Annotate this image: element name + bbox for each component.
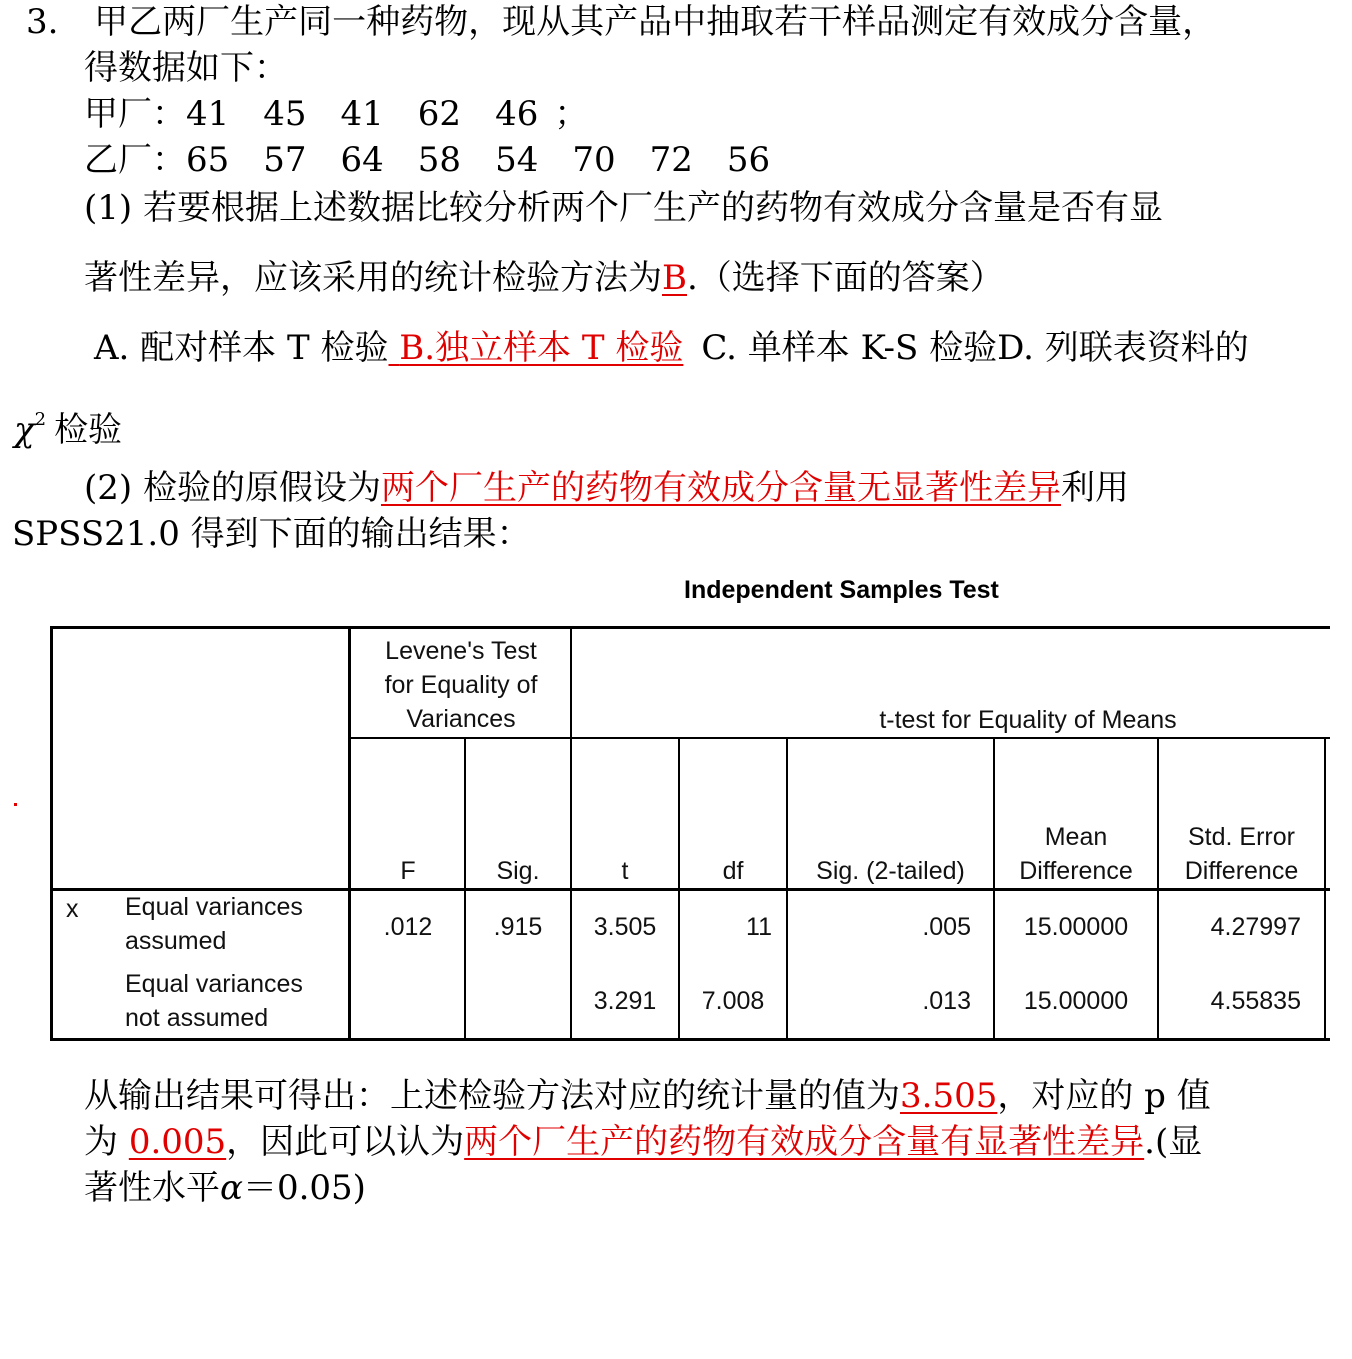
- variable-label: x: [66, 895, 79, 923]
- option-c: C. 单样本 K-S 检验: [701, 328, 998, 368]
- factory-a-value: 41: [340, 94, 384, 134]
- option-b: B.独立样本 T 检验: [399, 328, 684, 368]
- factory-b-label: 乙厂：: [84, 140, 186, 180]
- table-cell: 3.291: [593, 987, 657, 1015]
- factory-b-value: 56: [726, 140, 771, 180]
- conclusion-l2-mid: ，因此可以认为: [226, 1122, 465, 1162]
- question-number: 3.: [26, 2, 59, 42]
- part1-options: [94, 326, 1249, 370]
- conclusion-l2-post: .(显: [1144, 1122, 1203, 1162]
- row-label-not-assumed: Equal variances not assumed: [125, 970, 303, 1032]
- table-cell: 15.00000: [1023, 913, 1129, 941]
- col-mean-diff: Mean Difference: [1019, 823, 1133, 885]
- row-label-assumed: Equal variances assumed: [125, 893, 303, 955]
- part1-answer: B: [662, 258, 687, 298]
- question-stem-line2: 得数据如下：: [84, 48, 288, 88]
- part2-pre: (2) 检验的原假设为: [84, 468, 381, 508]
- table-cell: 7.008: [701, 987, 765, 1015]
- factory-a-value: 62: [417, 94, 462, 134]
- option-d-tail: [14, 398, 122, 452]
- table-cell: 4.27997: [1210, 913, 1301, 941]
- conclusion-line2: [84, 1120, 1202, 1164]
- conclusion-l3-pre: 著性水平: [84, 1168, 220, 1208]
- table-cell: 11: [746, 913, 772, 941]
- table-title: Independent Samples Test: [684, 576, 999, 604]
- factory-b-data: [84, 138, 770, 182]
- conclusion-result: 两个厂生产的药物有效成分含量有显著性差异: [464, 1122, 1145, 1162]
- option-d: D. 列联表资料的: [997, 328, 1249, 368]
- part1-line2: [84, 256, 1004, 300]
- chi-superscript: 2: [34, 409, 47, 430]
- table-cell: 4.55835: [1210, 987, 1301, 1015]
- part2-line1: [84, 466, 1129, 510]
- conclusion-line1: [84, 1074, 1211, 1118]
- col-t: t: [621, 857, 629, 885]
- part1-line1: (1) 若要根据上述数据比较分析两个厂生产的药物有效成分含量是否有显: [84, 188, 1163, 228]
- ttest-header: t-test for Equality of Means: [879, 706, 1177, 734]
- factory-b-value: 64: [340, 140, 384, 180]
- table-cell: 3.505: [593, 913, 657, 941]
- table-cell: .013: [922, 987, 971, 1015]
- factory-a-value: 41: [186, 94, 230, 134]
- factory-b-value: 54: [495, 140, 539, 180]
- part1-line2-pre: 著性差异，应该采用的统计检验方法为: [84, 258, 662, 298]
- independent-samples-table: [50, 626, 1330, 1042]
- col-se-diff: Std. Error Difference: [1184, 823, 1299, 885]
- option-d-tail-text: 检验: [54, 410, 123, 450]
- part2-post: 利用: [1060, 468, 1129, 508]
- factory-a-label: 甲厂：: [84, 94, 186, 134]
- option-a: A. 配对样本 T 检验: [94, 328, 389, 368]
- factory-a-data: [84, 92, 588, 136]
- conclusion-l2-pre: 为: [84, 1122, 129, 1162]
- factory-b-value: 57: [263, 140, 307, 180]
- question-stem-line1: 甲乙两厂生产同一种药物，现从其产品中抽取若干样品测定有效成分含量，: [94, 2, 1217, 42]
- factory-b-value: 70: [572, 140, 616, 180]
- conclusion-l1-pre: 从输出结果可得出：上述检验方法对应的统计量的值为: [84, 1076, 900, 1116]
- table-cell: 15.00000: [1023, 987, 1129, 1015]
- part1-line2-post: .（选择下面的答案）: [687, 258, 1004, 298]
- col-df: df: [722, 857, 744, 885]
- table-cell: .915: [493, 913, 543, 941]
- p-value: 0.005: [128, 1122, 227, 1162]
- conclusion-l1-post: ，对应的 p 值: [997, 1076, 1211, 1116]
- chi-symbol: χ: [14, 410, 35, 450]
- alpha-symbol: α: [220, 1168, 243, 1208]
- null-hypothesis: 两个厂生产的药物有效成分含量无显著性差异: [380, 468, 1061, 508]
- question-number-line: [26, 0, 1216, 44]
- factory-a-end: ；: [554, 94, 589, 134]
- conclusion-line3: [84, 1166, 366, 1210]
- levene-header: Levene's Test for Equality of Variances: [384, 637, 538, 733]
- col-sig: Sig.: [496, 857, 540, 885]
- part2-line2: SPSS21.0 得到下面的输出结果：: [12, 514, 531, 554]
- factory-b-value: 72: [649, 140, 693, 180]
- factory-a-value: 45: [263, 94, 307, 134]
- factory-b-value: 58: [417, 140, 462, 180]
- col-sig2: Sig. (2-tailed): [816, 857, 965, 885]
- stray-dot: [14, 803, 17, 806]
- factory-a-value: 46: [495, 94, 539, 134]
- col-F: F: [400, 857, 416, 885]
- statistic-value: 3.505: [900, 1076, 998, 1116]
- table-cell: .012: [383, 913, 433, 941]
- factory-b-value: 65: [186, 140, 230, 180]
- conclusion-l3-post: ＝0.05): [242, 1168, 366, 1208]
- table-cell: .005: [922, 913, 971, 941]
